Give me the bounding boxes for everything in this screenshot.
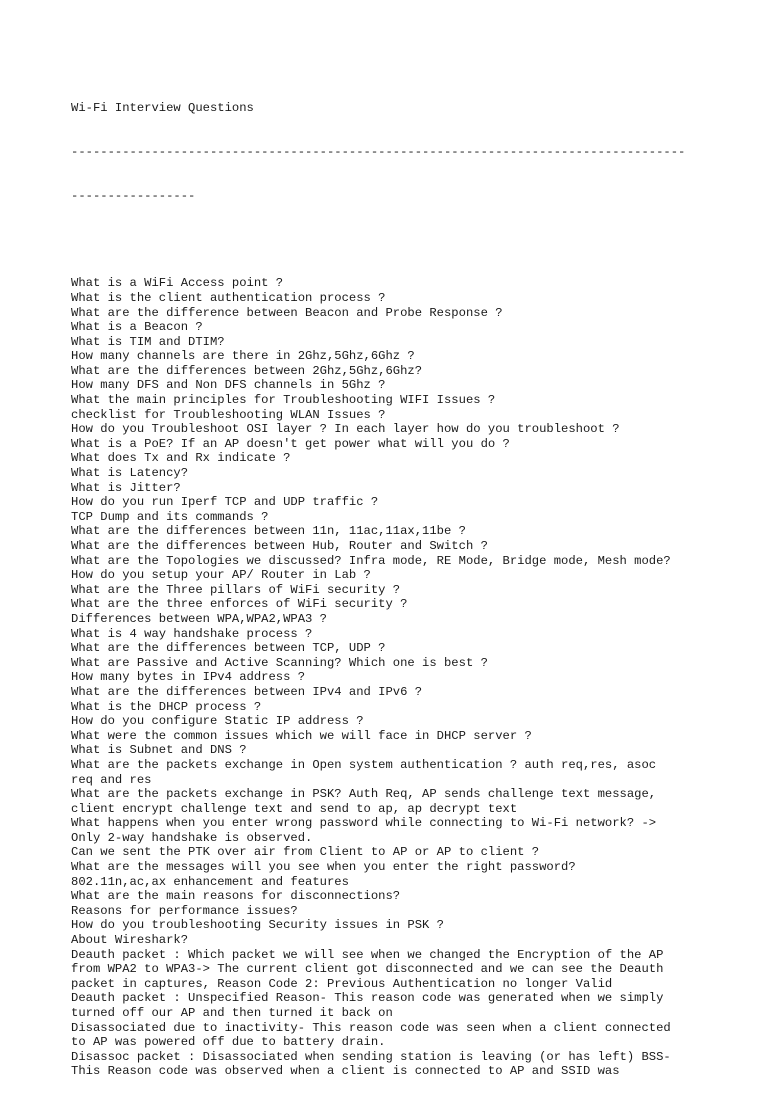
question-line: How do you Troubleshoot OSI layer ? In each layer how do you troubleshoot ? bbox=[71, 422, 620, 437]
question-line: What are Passive and Active Scanning? Which one is best ? bbox=[71, 655, 488, 670]
question-line: How many channels are there in 2Ghz,5Ghz,6Ghz ? bbox=[71, 349, 415, 364]
separator-rule-continued: ----------------- bbox=[71, 188, 196, 203]
question-line: What is Jitter? bbox=[71, 480, 181, 495]
question-line: What are the differences between 11n, 11ac,11ax,11be ? bbox=[71, 524, 466, 539]
question-line: req and res bbox=[71, 772, 152, 787]
question-line: What are the differences between TCP, UDP ? bbox=[71, 641, 386, 656]
question-line: What is a PoE? If an AP doesn't get power what will you do ? bbox=[71, 436, 510, 451]
question-line: What does Tx and Rx indicate ? bbox=[71, 451, 291, 466]
question-line: Only 2-way handshake is observed. bbox=[71, 830, 313, 845]
question-line: client encrypt challenge text and send to ap, ap decrypt text bbox=[71, 801, 518, 816]
question-line: What is TIM and DTIM? bbox=[71, 334, 225, 349]
question-line: What are the packets exchange in PSK? Auth Req, AP sends challenge text message, bbox=[71, 787, 657, 802]
separator-rule: ------------------------------------------------------------------------------------ bbox=[71, 144, 686, 159]
question-line: What are the differences between Hub, Router and Switch ? bbox=[71, 539, 488, 553]
question-line: What is Latency? bbox=[71, 466, 189, 481]
question-line: This Reason code was observed when a client is connected to AP and SSID was bbox=[71, 1064, 620, 1079]
question-line: How do you run Iperf TCP and UDP traffic ? bbox=[71, 495, 379, 510]
question-line: What is the client authentication process ? bbox=[71, 290, 386, 305]
question-line: What is a Beacon ? bbox=[71, 320, 203, 335]
question-line: How do you troubleshooting Security issues in PSK ? bbox=[71, 918, 444, 933]
question-line: What is a WiFi Access point ? bbox=[71, 276, 284, 291]
question-line: What were the common issues which we will face in DHCP server ? bbox=[71, 728, 532, 743]
question-line: What are the Topologies we discussed? Infra mode, RE Mode, Bridge mode, Mesh mode? bbox=[71, 553, 671, 568]
question-line: 802.11n,ac,ax enhancement and features bbox=[71, 874, 349, 889]
question-line: How many bytes in IPv4 address ? bbox=[71, 670, 306, 685]
question-line: What is 4 way handshake process ? bbox=[71, 626, 313, 641]
question-line: What are the packets exchange in Open system authentication ? auth req,res, asoc bbox=[71, 757, 657, 772]
question-line: Deauth packet : Which packet we will see when we changed the Encryption of the AP bbox=[71, 947, 664, 962]
question-line: turned off our AP and then turned it back on bbox=[71, 1006, 393, 1020]
question-line: What are the differences between IPv4 and IPv6 ? bbox=[71, 684, 423, 699]
document-body bbox=[71, 72, 711, 1108]
question-line: Disassociated due to inactivity- This reason code was seen when a client connected bbox=[71, 1020, 671, 1035]
question-line: What happens when you enter wrong password while connecting to Wi-Fi network? -> bbox=[71, 816, 657, 831]
question-line: What are the messages will you see when you enter the right password? bbox=[71, 860, 576, 875]
question-line: packet in captures, Reason Code 2: Previous Authentication no longer Valid bbox=[71, 976, 613, 991]
question-line: What are the Three pillars of WiFi security ? bbox=[71, 582, 401, 597]
question-line: Deauth packet : Unspecified Reason- This reason code was generated when we simply bbox=[71, 991, 664, 1006]
question-line: How many DFS and Non DFS channels in 5Ghz ? bbox=[71, 378, 386, 393]
question-line: What are the differences between 2Ghz,5Ghz,6Ghz? bbox=[71, 363, 423, 378]
question-line: What are the three enforces of WiFi security ? bbox=[71, 597, 408, 612]
question-line: Differences between WPA,WPA2,WPA3 ? bbox=[71, 611, 327, 626]
question-line: checklist for Troubleshooting WLAN Issues ? bbox=[71, 407, 386, 422]
question-line: How do you setup your AP/ Router in Lab ? bbox=[71, 568, 371, 583]
question-line: Reasons for performance issues? bbox=[71, 903, 298, 918]
question-list bbox=[71, 276, 711, 1079]
question-line: from WPA2 to WPA3-> The current client got disconnected and we can see the Deauth bbox=[71, 962, 664, 977]
question-line: What are the main reasons for disconnections? bbox=[71, 889, 401, 904]
question-line: Disassoc packet : Disassociated when sending station is leaving (or has left) BSS- bbox=[71, 1049, 671, 1064]
question-line: TCP Dump and its commands ? bbox=[71, 509, 269, 524]
question-line: What is the DHCP process ? bbox=[71, 699, 262, 714]
question-line: What are the difference between Beacon and Probe Response ? bbox=[71, 305, 503, 320]
question-line: What is Subnet and DNS ? bbox=[71, 743, 247, 758]
document-title: Wi-Fi Interview Questions bbox=[71, 101, 254, 116]
question-line: How do you configure Static IP address ? bbox=[71, 714, 364, 729]
question-line: What the main principles for Troubleshooting WIFI Issues ? bbox=[71, 393, 496, 408]
question-line: About Wireshark? bbox=[71, 933, 189, 948]
question-line: to AP was powered off due to battery drain. bbox=[71, 1035, 386, 1050]
blank-line bbox=[71, 233, 711, 248]
question-line: Can we sent the PTK over air from Client to AP or AP to client ? bbox=[71, 845, 540, 860]
